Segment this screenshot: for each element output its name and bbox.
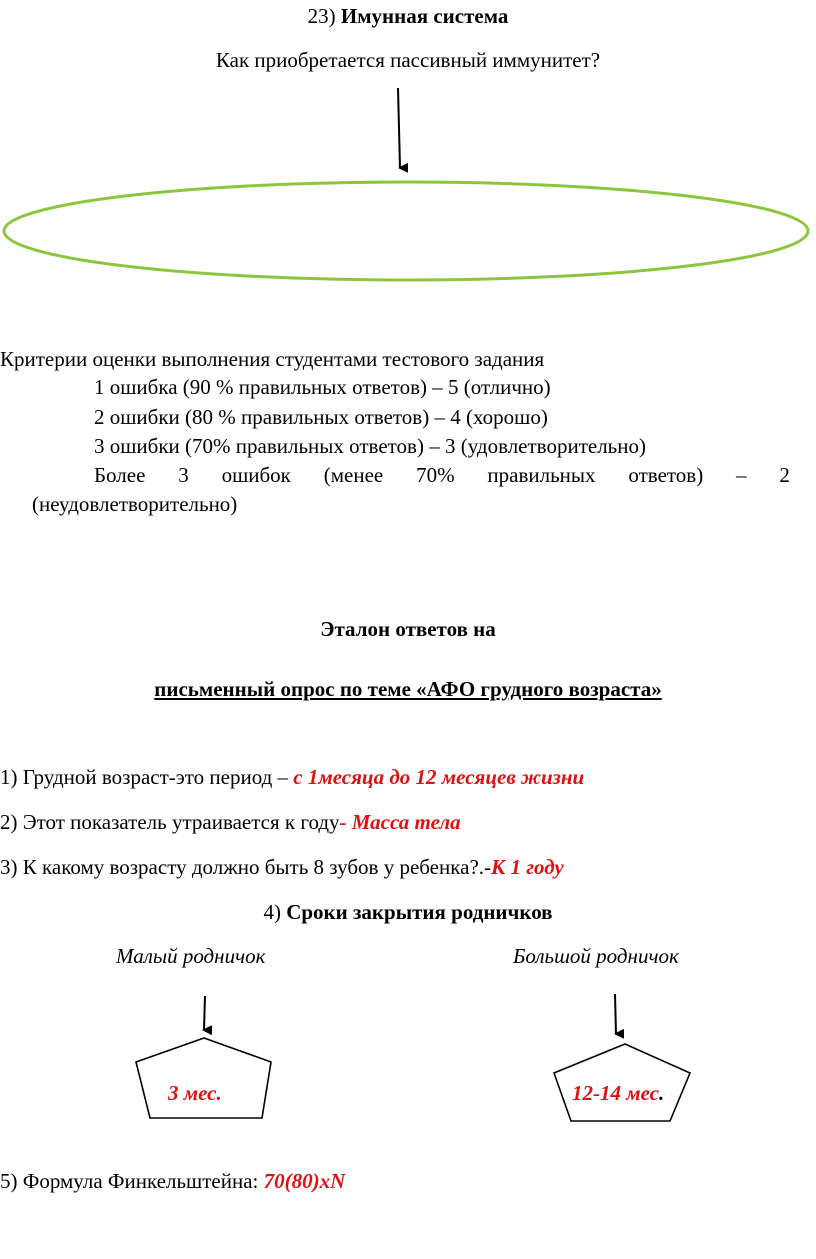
criteria-word: 70% (416, 463, 455, 487)
big-fontanelle-label: Большой родничок (513, 944, 679, 968)
q23-question: Как приобретается пассивный иммунитет? (215, 48, 601, 72)
criteria-word: – (736, 463, 747, 487)
q23-title-text: Имунная система (340, 4, 509, 28)
answer-ellipse (4, 182, 808, 280)
answer-2 (0, 810, 461, 835)
answer-4-title-text: Сроки закрытия родничков (286, 900, 553, 924)
big-fontanelle-value-wrap (572, 1081, 664, 1106)
criteria-line-3: 3 ошибки (70% правильных ответов) – 3 (удовлетворительно) (94, 434, 646, 458)
answer-4-title (0, 900, 816, 925)
down-arrow-small (204, 996, 205, 1030)
answer-1-value: с 1месяца до 12 месяцев жизни (293, 765, 585, 789)
criteria-word: (менее (323, 463, 384, 487)
answer-4-number: 4) (263, 900, 287, 924)
answers-title-2-wrap (0, 677, 816, 702)
big-fontanelle-dot: . (659, 1081, 665, 1105)
pentagon-small (136, 1038, 271, 1118)
down-arrow-q23 (398, 88, 400, 168)
answer-5 (0, 1169, 345, 1194)
answer-2-value: - Масса тела (339, 810, 461, 834)
q23-number: 23) (307, 4, 336, 28)
answer-3-question: 3) К какому возрасту должно быть 8 зубов у ребенка?.- (0, 855, 492, 879)
criteria-line-4-cont: (неудовлетворительно) (32, 492, 238, 516)
answer-1 (0, 765, 584, 790)
answers-title-2: письменный опрос по теме «АФО грудного возраста» (154, 677, 662, 701)
criteria-word: ошибок (221, 463, 291, 487)
criteria-heading: Критерии оценки выполнения студентами тестового задания (0, 347, 545, 371)
criteria-word: Более (94, 463, 146, 487)
answers-title-1: Эталон ответов на (320, 617, 496, 641)
q23-title (0, 4, 816, 29)
criteria-word: 2 (779, 463, 790, 487)
big-fontanelle-value: 12-14 мес (572, 1081, 659, 1105)
answer-5-question: 5) Формула Финкельштейна: (0, 1169, 264, 1193)
criteria-word: правильных (487, 463, 596, 487)
small-fontanelle-label: Малый родничок (116, 944, 266, 968)
down-arrow-big (615, 994, 616, 1034)
answer-3-value: К 1 году (491, 855, 564, 879)
answer-2-question: 2) Этот показатель утраивается к году (0, 810, 340, 834)
criteria-line-4 (94, 463, 790, 488)
small-fontanelle-value: 3 мес. (168, 1081, 222, 1105)
criteria-line-2: 2 ошибки (80 % правильных ответов) – 4 (хорошо) (94, 405, 548, 429)
answer-3 (0, 855, 564, 880)
criteria-line-1: 1 ошибка (90 % правильных ответов) – 5 (отлично) (94, 375, 551, 399)
answer-5-value: 70(80)xN (263, 1169, 346, 1193)
answer-1-question: 1) Грудной возраст-это период – (0, 765, 294, 789)
criteria-word: 3 (178, 463, 189, 487)
criteria-word: ответов) (628, 463, 704, 487)
